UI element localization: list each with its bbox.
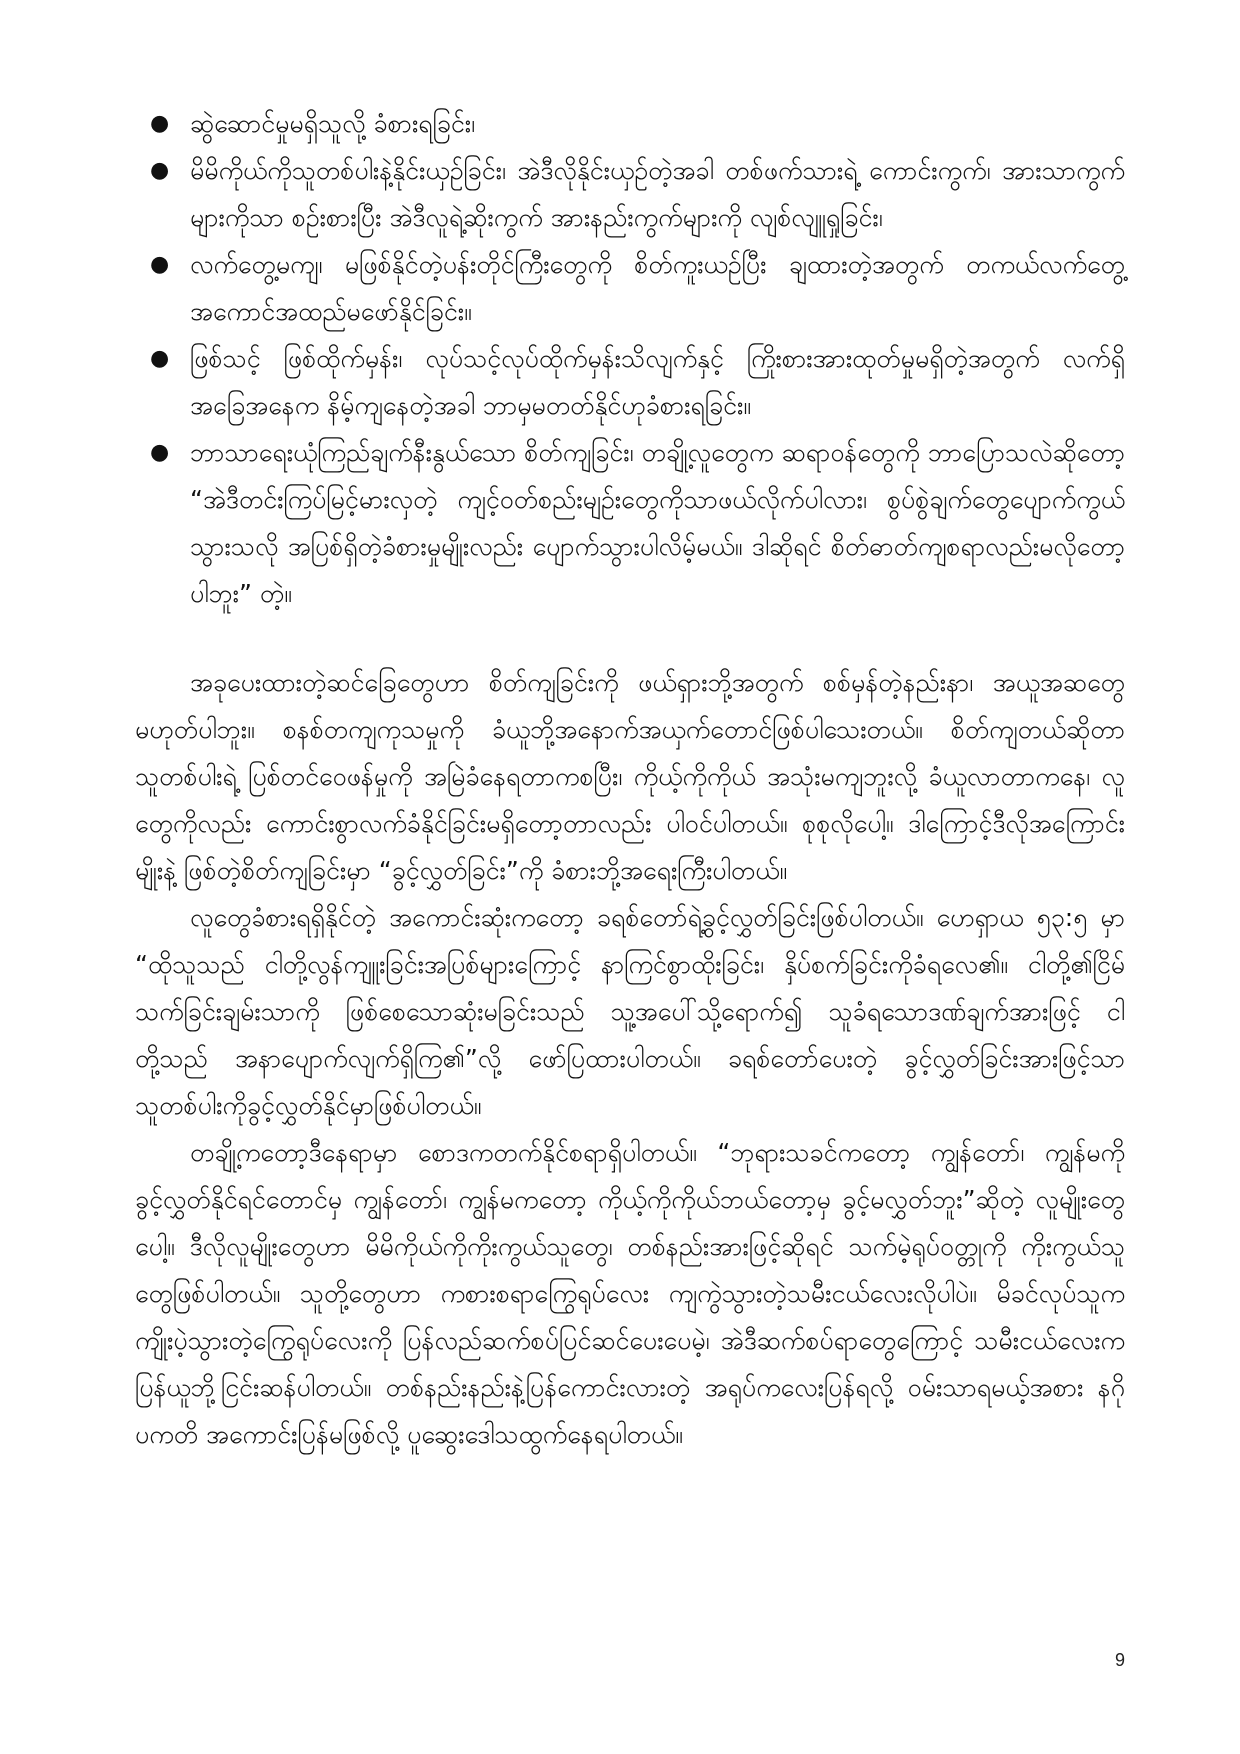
bullet-icon: ● (150, 346, 170, 371)
bullet-text: ဆွဲဆောင်မှုမရှိသူလို့ ခံစားရခြင်း၊ (190, 109, 476, 138)
bullet-icon: ● (150, 111, 170, 136)
list-item (135, 241, 1125, 335)
bullet-text: ဘာသာရေးယုံကြည်ချက်နီးနွယ်သော စိတ်ကျခြင်း၊ တချို့လူတွေက ဆရာဝန်တွေကို ဘာပြောသလဲဆိုတော့ “အဲဒီတင်းကြပ်မြင့်မားလှတဲ့ ကျင့်ဝတ်စည်းမျဉ်းတွေကိုသာဖယ်လိုက်ပါလား၊ စွပ်စွဲချက်တွေပျောက်ကွယ်သွားသလို အပြစ်ရှိတဲ့ခံစားမှုမျိုးလည်း ပျောက်သွားပါလိမ့်မယ်။ ဒါဆိုရင် စိတ်ဓာတ်ကျစရာလည်းမလိုတော့ပါဘူး” တဲ့။ (190, 438, 1125, 608)
bullet-list (135, 100, 1125, 617)
page-content (135, 100, 1125, 1458)
bullet-icon: ● (150, 158, 170, 183)
list-item (135, 429, 1125, 617)
bullet-text: လက်တွေ့မကျ၊ မဖြစ်နိုင်တဲ့ပန်းတိုင်ကြီးတွေကို စိတ်ကူးယဉ်ပြီး ချထားတဲ့အတွက် တကယ်လက်တွေ့ အကောင်အထည်မဖော်နိုင်ခြင်း။ (190, 250, 1125, 326)
list-item (135, 335, 1125, 429)
bullet-text: ဖြစ်သင့် ဖြစ်ထိုက်မှန်း၊ လုပ်သင့်လုပ်ထိုက်မှန်းသိလျက်နှင့် ကြိုးစားအားထုတ်မှုမရှိတဲ့အတွက် လက်ရှိအခြေအနေက နိမ့်ကျနေတဲ့အခါ ဘာမှမတတ်နိုင်ဟုခံစားရခြင်း။ (190, 344, 1125, 420)
bullet-icon: ● (150, 252, 170, 277)
bullet-icon: ● (150, 440, 170, 465)
body-paragraph: အခုပေးထားတဲ့ဆင်ခြေတွေဟာ စိတ်ကျခြင်းကို ဖယ်ရှားဘို့အတွက် စစ်မှန်တဲ့နည်းနာ၊ အယူအဆတွေ မဟုတ်ပါဘူး။ စနစ်တကျကုသမှုကို ခံယူဘို့အနောက်အယှက်တောင်ဖြစ်ပါသေးတယ်။ စိတ်ကျတယ်ဆိုတာ သူတစ်ပါးရဲ့ ပြစ်တင်ဝေဖန်မှုကို အမြဲခံနေရတာကစပြီး၊ ကိုယ့်ကိုကိုယ် အသုံးမကျဘူးလို့ ခံယူလာတာကနေ၊ လူတွေကိုလည်း ကောင်းစွာလက်ခံနိုင်ခြင်းမရှိတော့တာလည်း ပါဝင်ပါတယ်။ စုစုလိုပေါ့။ ဒါကြောင့်ဒီလိုအကြောင်းမျိုးနဲ့ ဖြစ်တဲ့စိတ်ကျခြင်းမှာ “ခွင့်လွှတ်ခြင်း”ကို ခံစားဘို့အရေးကြီးပါတယ်။ (135, 668, 1125, 885)
list-item (135, 147, 1125, 241)
body-paragraph: လူတွေခံစားရရှိနိုင်တဲ့ အကောင်းဆုံးကတော့ ခရစ်တော်ရဲ့ခွင့်လွှတ်ခြင်းဖြစ်ပါတယ်။ ဟေရှာယ ၅၃:၅ မှာ “ထိုသူသည် ငါတို့လွန်ကျူးခြင်းအပြစ်များကြောင့် နာကြင်စွာထိုးခြင်း၊ နှိပ်စက်ခြင်းကိုခံရလေ၏။ ငါတို့၏ငြိမ်သက်ခြင်းချမ်းသာကို ဖြစ်စေသောဆုံးမခြင်းသည် သူ့အပေါ်သို့ရောက်၍ သူခံရသောဒဏ်ချက်အားဖြင့် ငါတို့သည် အနာပျောက်လျက်ရှိကြ၏”လို့ ဖော်ပြထားပါတယ်။ ခရစ်တော်ပေးတဲ့ ခွင့်လွှတ်ခြင်းအားဖြင့်သာ သူတစ်ပါးကိုခွင့်လွှတ်နိုင်မှာဖြစ်ပါတယ်။ (135, 903, 1125, 1120)
bullet-text: မိမိကိုယ်ကိုသူတစ်ပါးနဲ့နိုင်းယှဉ်ခြင်း၊ အဲဒီလိုနိုင်းယှဉ်တဲ့အခါ တစ်ဖက်သားရဲ့ ကောင်းကွက်၊ အားသာကွက်များကိုသာ စဉ်းစားပြီး အဲဒီလူရဲ့ဆိုးကွက် အားနည်းကွက်များကို လျစ်လျူရှုခြင်း၊ (190, 156, 1125, 232)
page-number: 9 (1114, 1650, 1125, 1670)
list-item (135, 100, 1125, 147)
body-paragraph: တချို့ကတော့ဒီနေရာမှာ စောဒကတက်နိုင်စရာရှိပါတယ်။ “ဘုရားသခင်ကတော့ ကျွန်တော်၊ ကျွန်မကိုခွင့်လွှတ်နိုင်ရင်တောင်မှ ကျွန်တော်၊ ကျွန်မကတော့ ကိုယ့်ကိုကိုယ်ဘယ်တော့မှ ခွင့်မလွှတ်ဘူး”ဆိုတဲ့ လူမျိုးတွေပေါ့။ ဒီလိုလူမျိုးတွေဟာ မိမိကိုယ်ကိုကိုးကွယ်သူတွေ၊ တစ်နည်းအားဖြင့်ဆိုရင် သက်မဲ့ရုပ်ဝတ္တုကို ကိုးကွယ်သူတွေဖြစ်ပါတယ်။ သူတို့တွေဟာ ကစားစရာကြွေရုပ်လေး ကျကွဲသွားတဲ့သမီးငယ်လေးလိုပါပဲ။ မိခင်လုပ်သူက ကျိုးပဲ့သွားတဲ့ကြွေရုပ်လေးကို ပြန်လည်ဆက်စပ်ပြင်ဆင်ပေးပေမဲ့၊ အဲဒီဆက်စပ်ရာတွေကြောင့် သမီးငယ်လေးက ပြန်ယူဘို့ငြင်းဆန်ပါတယ်။ တစ်နည်းနည်းနဲ့ပြန်ကောင်းလားတဲ့ အရုပ်ကလေးပြန်ရလို့ ဝမ်းသာရမယ့်အစား နဂိုပကတိ အကောင်းပြန်မဖြစ်လို့ ပူဆွေးဒေါသထွက်နေရပါတယ်။ (135, 1138, 1125, 1449)
